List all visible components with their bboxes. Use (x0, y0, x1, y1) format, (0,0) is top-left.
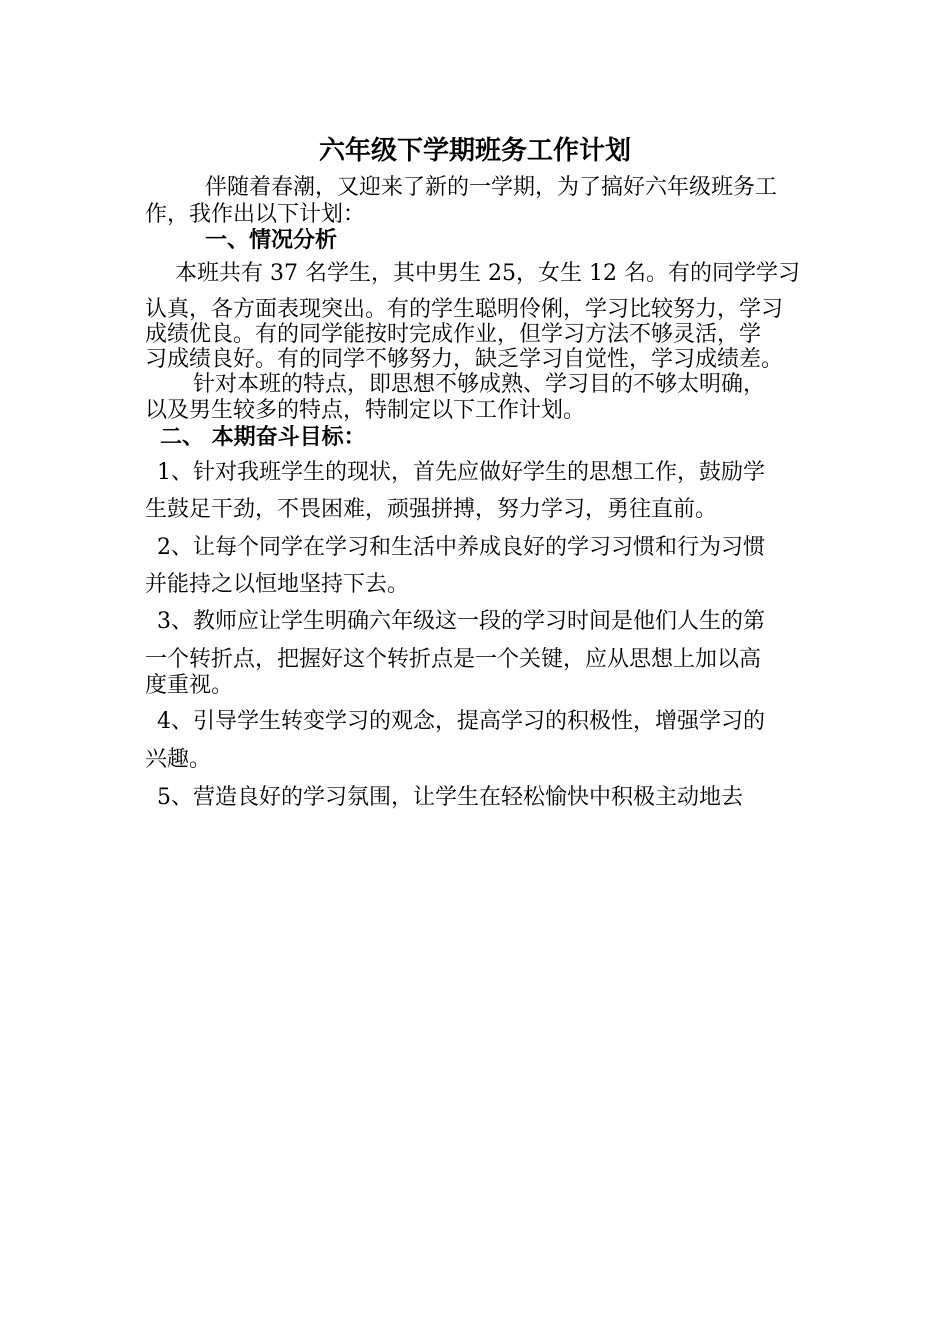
section-1-line-1: 本班共有 37 名学生，其中男生 25，女生 12 名。有的同学学习 (175, 261, 800, 286)
goal-2-line-1: 2、让每个同学在学习和生活中养成良好的学习习惯和行为习惯 (157, 535, 765, 560)
section-1-heading: 一、情况分析 (205, 228, 338, 253)
section-1-line-6: 以及男生较多的特点，特制定以下工作计划。 (145, 398, 586, 423)
document-title: 六年级下学期班务工作计划 (318, 136, 631, 166)
section-1-line-3: 成绩优良。有的同学能按时完成作业，但学习方法不够灵活，学 (145, 322, 762, 347)
goal-5-line-1: 5、营造良好的学习氛围，让学生在轻松愉快中积极主动地去 (157, 785, 743, 810)
intro-line-2: 作，我作出以下计划： (145, 202, 366, 227)
goal-2-line-2: 并能持之以恒地坚持下去。 (145, 572, 410, 597)
goal-4-line-1: 4、引导学生转变学习的观念，提高学习的积极性，增强学习的 (157, 709, 765, 734)
goal-4-line-2: 兴趣。 (145, 747, 212, 772)
section-2-heading: 二、 本期奋斗目标： (160, 425, 366, 450)
goal-1-line-2: 生鼓足干劲，不畏困难，顽强拼搏，努力学习，勇往直前。 (145, 497, 718, 522)
goal-3-line-2: 一个转折点，把握好这个转折点是一个关键，应从思想上加以高 (145, 647, 762, 672)
goal-3-line-3: 度重视。 (145, 673, 234, 698)
goal-1-line-1: 1、针对我班学生的现状，首先应做好学生的思想工作，鼓励学 (157, 460, 765, 485)
section-1-line-2: 认真，各方面表现突出。有的学生聪明伶俐，学习比较努力，学习 (145, 297, 784, 322)
goal-3-line-1: 3、教师应让学生明确六年级这一段的学习时间是他们人生的第 (157, 609, 765, 634)
section-1-line-5: 针对本班的特点，即思想不够成熟、学习目的不够太明确， (193, 372, 766, 397)
section-1-line-4: 习成绩良好。有的同学不够努力，缺乏学习自觉性，学习成绩差。 (145, 347, 784, 372)
intro-line-1: 伴随着春潮，又迎来了新的一学期，为了搞好六年级班务工 (205, 175, 778, 200)
